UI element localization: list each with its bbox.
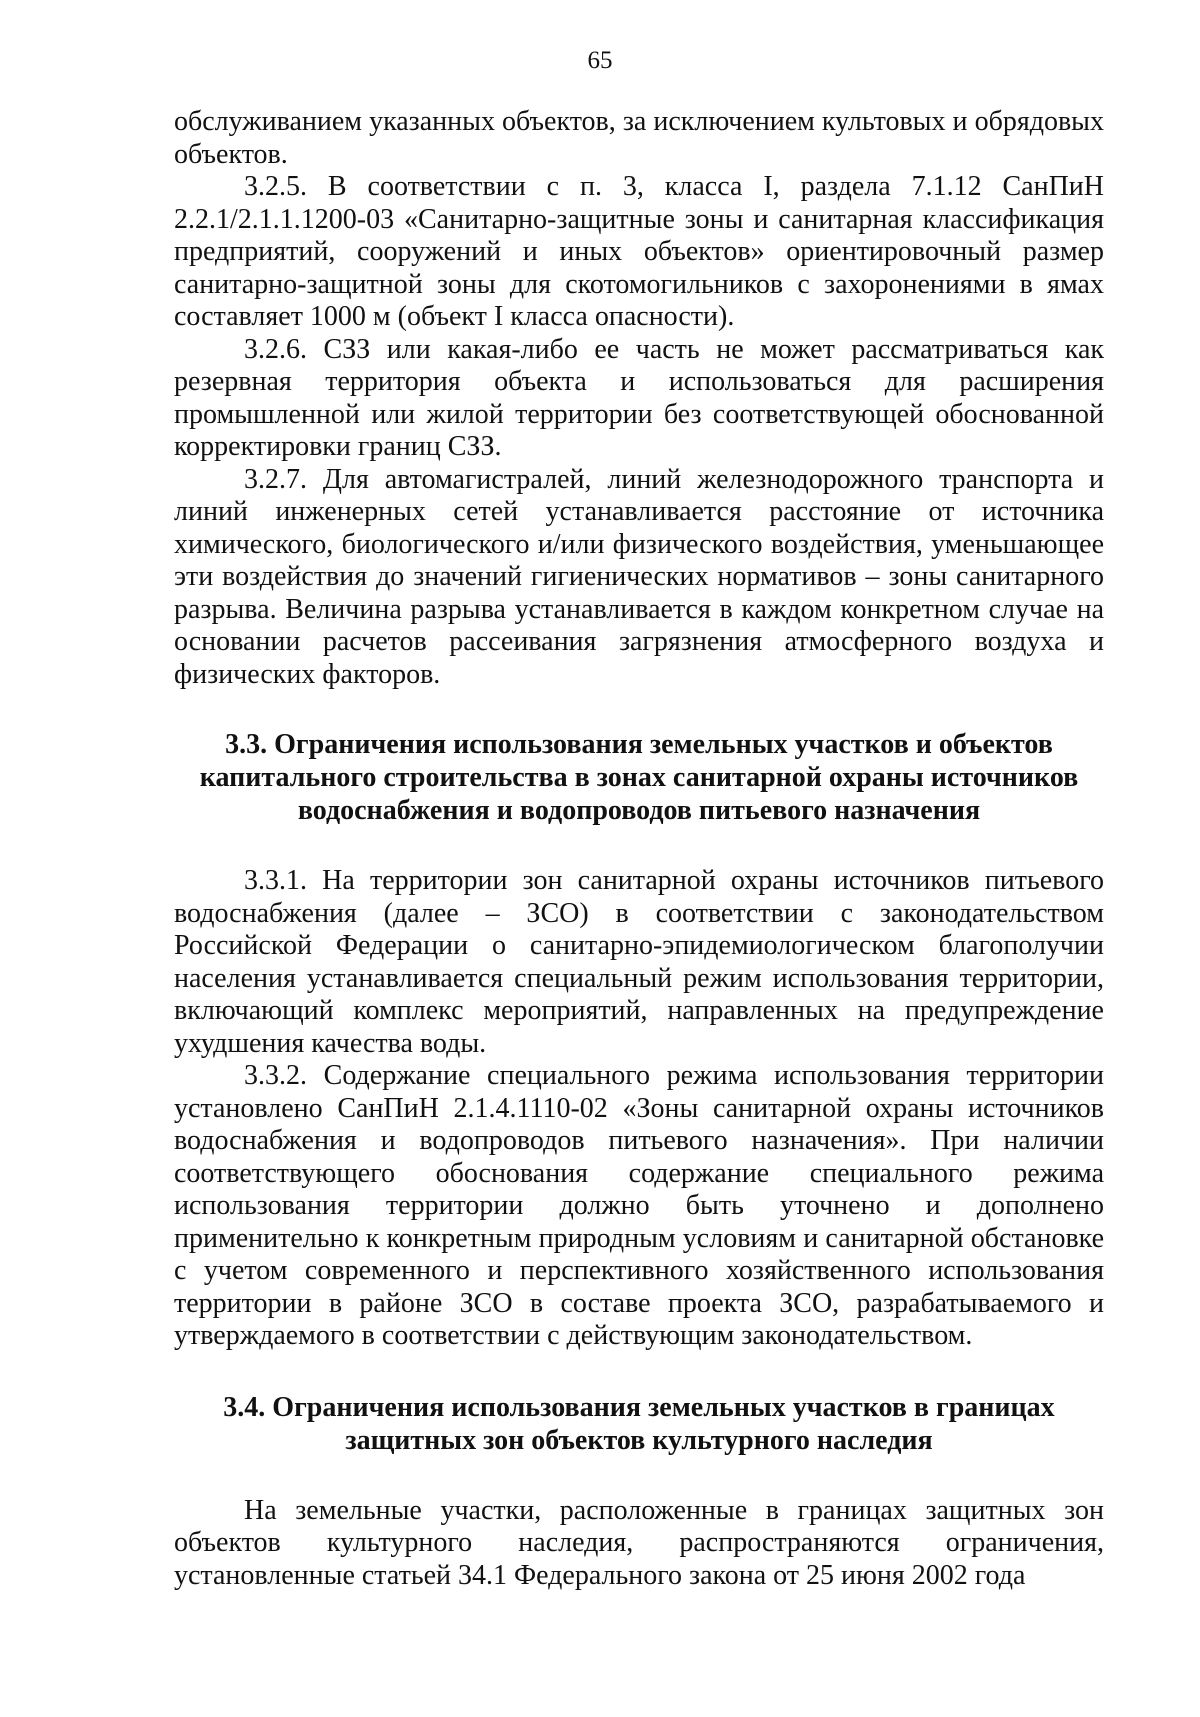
section-heading-3-4: 3.4. Ограничения использования земельных участков в границах защитных зон объектов культурного наследия xyxy=(223,1391,1055,1456)
paragraph-3-4: На земельные участки, расположенные в границах защитных зон объектов культурного наследия, распространяются ограничения, установленные статьей 34.1 Федерального закона от 25 июня 2002 года xyxy=(174,1494,1104,1591)
paragraph-3-2-5: 3.2.5. В соответствии с п. 3, класса I, раздела 7.1.12 СанПиН 2.2.1/2.1.1.1200-03 «Санитарно-защитные зоны и санитарная классификация предприятий, сооружений и иных объектов» ориентировочный размер санитарно-защитной зоны для скотомогильников с захоронениями в ямах составляет 1000 м (объект I класса опасности). xyxy=(174,171,1104,332)
page-number: 65 xyxy=(587,47,613,74)
section-heading-3-3: 3.3. Ограничения использования земельных участков и объектов капитального строительства в зонах санитарной охраны источников водоснабжения и водопроводов питьевого назначения xyxy=(199,729,1079,826)
paragraph-3-2-6: 3.2.6. СЗЗ или какая-либо ее часть не может рассматриваться как резервная территория объекта и использоваться для расширения промышленной или жилой территории без соответствующей обоснованной корректировки границ СЗЗ. xyxy=(174,333,1104,462)
paragraph-3-3-2: 3.3.2. Содержание специального режима использования территории установлено СанПиН 2.1.4.1110-02 «Зоны санитарной охраны источников водоснабжения и водопроводов питьевого назначения». При наличии соответствующего обоснования содержание специального режима использования территории должно быть уточнено и дополнено применительно к конкретным природным условиям и санитарной обстановке с учетом современного и перспективного хозяйственного использования территории в районе ЗСО в составе проекта ЗСО, разрабатываемого и утверждаемого в соответствии с действующим законодательством. xyxy=(174,1060,1104,1351)
document-body xyxy=(174,106,1104,1592)
paragraph-continuation: обслуживанием указанных объектов, за исключением культовых и обрядовых объектов. xyxy=(174,106,1104,170)
paragraph-3-2-7: 3.2.7. Для автомагистралей, линий железнодорожного транспорта и линий инженерных сетей устанавливается расстояние от источника химического, биологического и/или физического воздействия, уменьшающее эти воздействия до значений гигиенических нормативов – зоны санитарного разрыва. Величина разрыва устанавливается в каждом конкретном случае на основании расчетов рассеивания загрязнения атмосферного воздуха и физических факторов. xyxy=(174,463,1104,690)
paragraph-3-3-1: 3.3.1. На территории зон санитарной охраны источников питьевого водоснабжения (далее – ЗСО) в соответствии с законодательством Российской Федерации о санитарно-эпидемиологическом благополучии населения устанавливается специальный режим использования территории, включающий комплекс мероприятий, направленных на предупреждение ухудшения качества воды. xyxy=(174,865,1104,1059)
